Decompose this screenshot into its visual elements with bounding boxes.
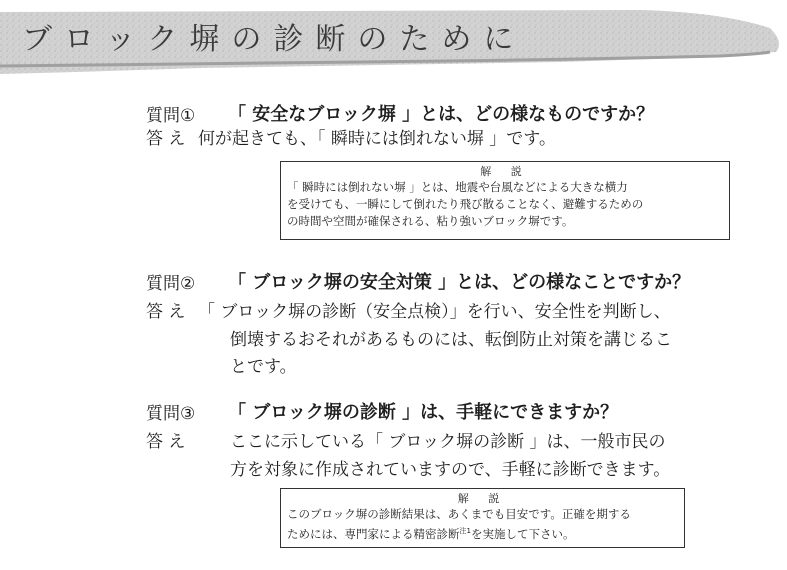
explanation-box-1-line: の時間や空間が確保される、粘り強いブロック塀です。 xyxy=(287,214,574,228)
answer-1-label: 答 え xyxy=(146,129,186,149)
question-2-text: 「 ブロック塀の安全対策 」とは、どの様なことですか？ xyxy=(228,272,691,293)
explanation-box-1-line: を受けても、一瞬にして倒れたり飛び散ることなく、避難するための xyxy=(287,197,644,211)
answer-2-line-3: とです。 xyxy=(230,357,297,377)
question-1-label: 質問① xyxy=(146,106,196,126)
explanation-box-1-line: 「 瞬時には倒れない塀 」とは、地震や台風などによる大きな横力 xyxy=(287,180,628,194)
answer-2-line-1: 「 ブロック塀の診断（安全点検）」を行い、安全性を判断し、 xyxy=(198,302,671,322)
answer-3-line-2: 方を対象に作成されていますので、手軽に診断できます。 xyxy=(230,460,671,480)
question-3-text: 「 ブロック塀の診断 」は、手軽にできますか？ xyxy=(228,402,619,423)
explanation-box-1-title: 解 説 xyxy=(480,165,530,178)
answer-3-line-1: ここに示している「 ブロック塀の診断 」は、一般市民の xyxy=(230,432,666,452)
answer-3-label: 答 え xyxy=(146,432,186,452)
explanation-box-1 xyxy=(280,161,730,240)
answer-1-line-1: 何が起きても、「 瞬時には倒れない塀 」です。 xyxy=(198,129,556,149)
title-banner xyxy=(0,8,787,80)
footnote-marker: 注1 xyxy=(459,527,471,535)
explanation-box-2-line xyxy=(287,523,678,543)
answer-2-line-2: 倒壊するおそれがあるものには、転倒防止対策を講じるこ xyxy=(230,330,672,350)
question-3-label: 質問③ xyxy=(146,404,196,424)
banner-title: ブロック塀の診断のために xyxy=(22,22,526,57)
explanation-box-2-line-part: を実施して下さい。 xyxy=(470,526,575,541)
answer-2-label: 答 え xyxy=(146,302,186,322)
explanation-box-2-line: このブロック塀の診断結果は、あくまでも目安です。正確を期する xyxy=(287,507,631,521)
explanation-box-2-title: 解 説 xyxy=(457,492,508,505)
explanation-box-2-line-part: ためには、専門家による精密診断 xyxy=(287,526,460,541)
question-1-text: 「 安全なブロック塀 」とは、どの様なものですか？ xyxy=(228,104,655,125)
explanation-box-2 xyxy=(280,488,685,548)
question-2-label: 質問② xyxy=(146,274,196,294)
